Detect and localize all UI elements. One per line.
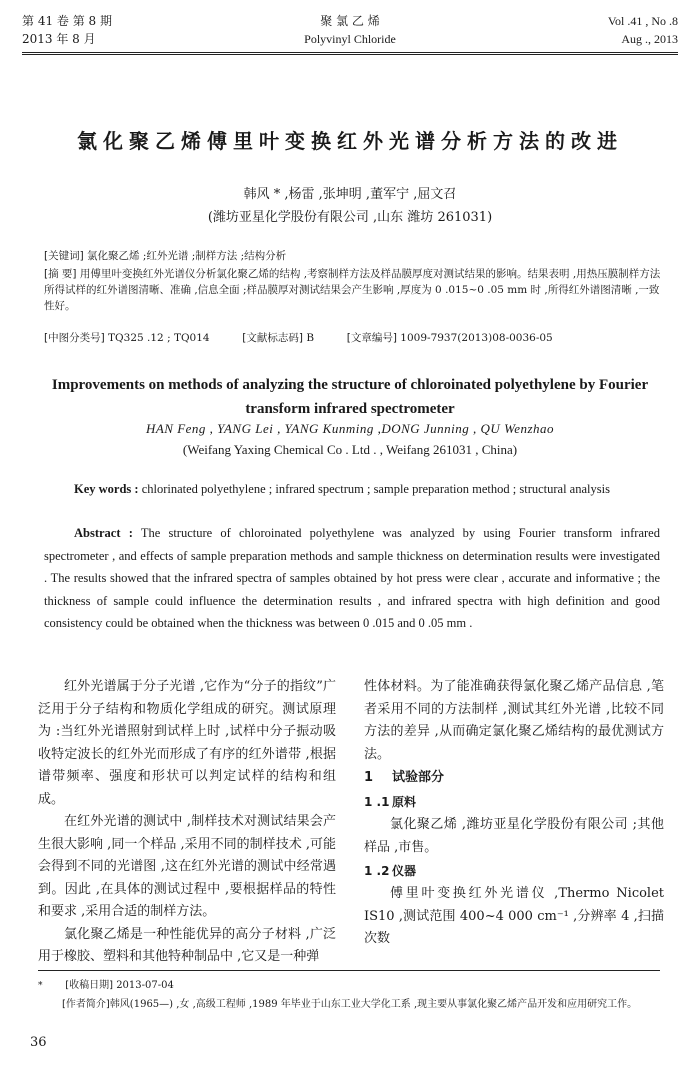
classification-line — [44, 330, 666, 346]
subsection-heading — [364, 859, 664, 883]
subsection-title: 原料 — [392, 795, 417, 809]
abstract-en-text: The structure of chloroinated polyethylene was analyzed by using Fourier transform infrared spectrometer , and effects of sample preparation methods and sample thickness on determination results were investigated . The results showed that the infrared spectra of samples obtained by hot press were clear , accurate and informative ; the thickness of sample could influence the determination results , and infrared spectra with high definition and good consistency could be obtained when the thickness was between 0 .015 and 0 .05 mm . — [44, 526, 660, 630]
keywords-cn-text: 氯化聚乙烯 ;红外光谱 ;制样方法 ;结构分析 — [87, 250, 287, 262]
header-right — [608, 12, 678, 48]
bio-text: 韩风(1965—) ,女 ,高级工程师 ,1989 年毕业于山东工业大学化工系 ,现主要从事氯化聚乙烯产品开发和应用研究工作。 — [109, 999, 638, 1010]
footnote-author-bio — [38, 997, 660, 1013]
subsection-title: 仪器 — [392, 864, 417, 878]
header-rule-thin — [22, 54, 678, 55]
footnote-marker: * — [38, 981, 43, 991]
header-volume-issue-en: Vol .41 , No .8 — [607, 14, 678, 28]
body-paragraph: 红外光谱属于分子光谱 ,它作为“分子的指纹”广泛用于分子结构和物质化学组成的研究。测试原理为 :当红外光谱照射到试样上时 ,试样中分子振动吸收特定波长的红外光而形成了有序的红外谱带 ,根据谱带频率、强度和形状可以判定试样的结构和组成。 — [38, 679, 336, 807]
footnote-received — [38, 978, 660, 994]
bio-label: [作者简介] — [62, 999, 110, 1010]
body-right-column — [364, 676, 664, 951]
keywords-en — [44, 478, 660, 501]
abstract-en — [44, 522, 660, 635]
authors-cn: 韩风 * ,杨雷 ,张坤明 ,董军宁 ,屈文召 — [243, 187, 457, 202]
journal-name-cn: 聚 氯 乙 烯 — [320, 14, 380, 28]
keywords-en-text: chlorinated polyethylene ; infrared spectrum ; sample preparation method ; structural analysis — [141, 482, 610, 496]
received-label: [收稿日期] — [65, 980, 113, 991]
authors-en: HAN Feng , YANG Lei , YANG Kunming ,DONG Junning , QU Wenzhao — [145, 421, 555, 436]
section-title: 试验部分 — [392, 770, 445, 785]
header-date-cn: 2013 年 8 月 — [22, 32, 96, 46]
body-left-column — [38, 676, 336, 969]
paper-title-cn: 氯化聚乙烯傅里叶变换红外光谱分析方法的改进 — [77, 129, 623, 153]
abstract-en-label: Abstract : — [74, 526, 133, 540]
abstract-cn-label: [摘 要] — [44, 268, 77, 280]
header-date-en: Aug ., 2013 — [621, 32, 678, 46]
keywords-cn-label: [关键词] — [44, 250, 84, 262]
abstract-cn-text: 用傅里叶变换红外光谱仪分析氯化聚乙烯的结构 ,考察制样方法及样品膜厚度对测试结果的影响。结果表明 ,用热压膜制样方法所得试样的红外谱图清晰、准确 ,信息全面 ;样品膜厚对测试结果会产生影响 ,厚度为 0 .015~0 .05 mm 时 ,所得红外谱图清晰 ,一致性好。 — [44, 268, 661, 312]
abstract-cn — [44, 266, 666, 314]
subsection-number: 1 .2 — [364, 864, 390, 878]
body-paragraph: 在红外光谱的测试中 ,制样技术对测试结果会产生很大影响 ,同一个样品 ,采用不同的制样技术 ,可能会得到不同的光谱图 ,这在红外光谱的测试中经常遇到。因此 ,在具体的测试过程中 ,要根据样品的特性和要求 ,采用合适的制样方法。 — [38, 814, 336, 919]
header-volume-issue-cn: 第 41 卷 第 8 期 — [22, 14, 112, 28]
body-paragraph: 傅里叶变换红外光谱仪 ,Thermo Nicolet IS10 ,测试范围 400~4 000 cm⁻¹ ,分辨率 4 ,扫描次数 — [364, 886, 664, 946]
affiliation-en: (Weifang Yaxing Chemical Co . Ltd . , Weifang 261031 , China) — [182, 442, 518, 457]
section-number: 1 — [364, 770, 374, 785]
body-paragraph: 氯化聚乙烯 ,潍坊亚星化学股份有限公司 ;其他样品 ,市售。 — [364, 817, 664, 855]
affiliation-cn: (潍坊亚星化学股份有限公司 ,山东 潍坊 261031) — [207, 210, 493, 225]
article-number-value: 1009-7937(2013)08-0036-05 — [400, 332, 553, 344]
article-number-label: [文章编号] — [346, 332, 397, 344]
body-paragraph: 氯化聚乙烯是一种性能优异的高分子材料 ,广泛用于橡胶、塑料和其他特种制品中 ,它又是一种弹 — [38, 926, 336, 964]
keywords-cn — [44, 248, 666, 264]
subsection-heading — [364, 790, 664, 814]
header-center — [0, 12, 700, 48]
journal-name-en: Polyvinyl Chloride — [304, 32, 396, 46]
clc-value: TQ325 .12 ; TQ014 — [108, 332, 210, 344]
paper-title-en: Improvements on methods of analyzing the structure of chloroinated polyethylene by Fourier transform infrared spectrometer — [51, 377, 649, 417]
clc-label: [中图分类号] — [44, 332, 105, 344]
subsection-number: 1 .1 — [364, 795, 390, 809]
section-heading — [364, 766, 664, 790]
doc-code-value: B — [306, 332, 315, 344]
keywords-en-label: Key words : — [74, 482, 139, 496]
received-value: 2013-07-04 — [116, 980, 174, 991]
doc-code-label: [文献标志码] — [242, 332, 303, 344]
page-number: 36 — [30, 1035, 47, 1050]
body-paragraph: 性体材料。为了能准确获得氯化聚乙烯产品信息 ,笔者采用不同的方法制样 ,测试其红外光谱 ,比较不同方法的差异 ,从而确定氯化聚乙烯结构的最优测试方法。 — [364, 679, 664, 762]
footnote-rule — [38, 970, 660, 971]
header-rule — [22, 52, 678, 53]
